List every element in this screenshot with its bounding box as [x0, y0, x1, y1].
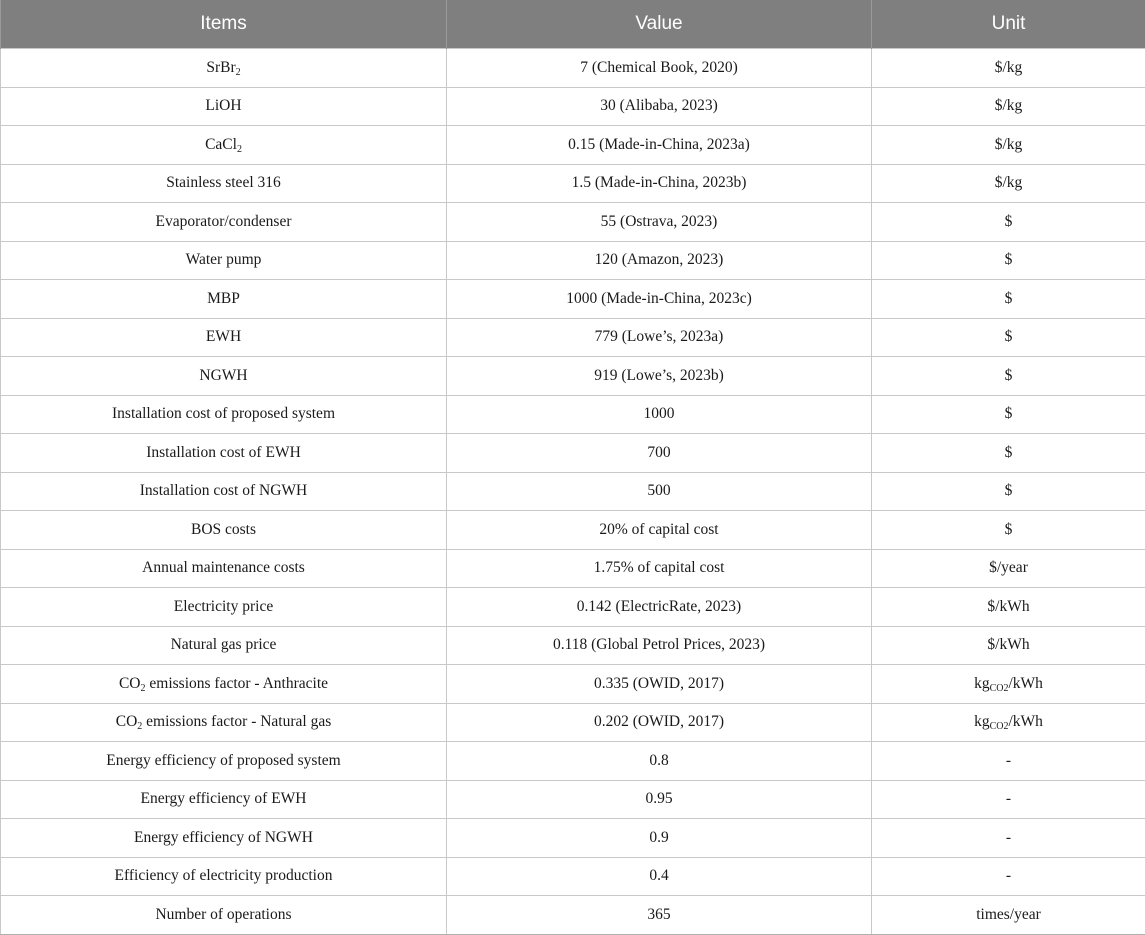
table-row [1, 203, 1145, 242]
cell-item [1, 819, 447, 858]
cell-item [1, 241, 447, 280]
table-row [1, 780, 1145, 819]
header-items: Items [1, 0, 447, 49]
cell-unit [872, 434, 1145, 473]
cell-item [1, 549, 447, 588]
cell-text: Energy efficiency of proposed system [106, 752, 340, 769]
cell-text: $ [1005, 444, 1013, 461]
cell-text: Energy efficiency of NGWH [134, 829, 313, 846]
cell-unit [872, 819, 1145, 858]
cell-unit [872, 742, 1145, 781]
table-row [1, 896, 1145, 935]
cell-text: $ [1005, 482, 1013, 499]
cell-value: 120 (Amazon, 2023) [447, 241, 872, 280]
subscript-text: 2 [141, 683, 146, 694]
cell-text: kg [974, 713, 990, 730]
subscript-text: 2 [236, 67, 241, 78]
table-row [1, 395, 1145, 434]
cell-text: $/kWh [987, 598, 1029, 615]
table-row [1, 742, 1145, 781]
cell-text: CO [116, 713, 138, 730]
cell-text: MBP [207, 290, 240, 307]
subscript-text: CO2 [990, 721, 1009, 732]
cell-item [1, 857, 447, 896]
cell-text: CaCl [205, 136, 237, 153]
cell-unit [872, 280, 1145, 319]
cell-unit [872, 395, 1145, 434]
cell-text: emissions factor - Anthracite [146, 675, 329, 692]
cell-value: 55 (Ostrava, 2023) [447, 203, 872, 242]
cell-text: - [1006, 790, 1011, 807]
cell-text: Efficiency of electricity production [115, 867, 333, 884]
cell-text: Water pump [186, 251, 262, 268]
cell-text: times/year [976, 906, 1041, 923]
cell-unit [872, 241, 1145, 280]
table-row [1, 819, 1145, 858]
table-row [1, 626, 1145, 665]
cell-unit [872, 896, 1145, 935]
cell-value: 500 [447, 472, 872, 511]
cell-item [1, 703, 447, 742]
cell-text: CO [119, 675, 141, 692]
cell-value: 0.142 (ElectricRate, 2023) [447, 588, 872, 627]
cell-text: $ [1005, 328, 1013, 345]
table-body [1, 49, 1145, 935]
cell-item [1, 588, 447, 627]
cell-unit [872, 588, 1145, 627]
cell-item [1, 203, 447, 242]
cell-value: 20% of capital cost [447, 511, 872, 550]
cell-item [1, 626, 447, 665]
cell-text: Installation cost of EWH [146, 444, 301, 461]
cell-unit [872, 780, 1145, 819]
cell-item [1, 896, 447, 935]
cell-text: $ [1005, 213, 1013, 230]
cell-unit [872, 318, 1145, 357]
table-header-row [1, 0, 1145, 49]
cell-text: $/kg [995, 97, 1023, 114]
cell-text: Natural gas price [171, 636, 277, 653]
cell-value: 0.202 (OWID, 2017) [447, 703, 872, 742]
cell-value: 365 [447, 896, 872, 935]
cell-value: 0.335 (OWID, 2017) [447, 665, 872, 704]
cell-text: $/kg [995, 136, 1023, 153]
cell-value: 0.15 (Made-in-China, 2023a) [447, 126, 872, 165]
cell-text: Stainless steel 316 [166, 174, 281, 191]
cell-value: 0.9 [447, 819, 872, 858]
cell-text: Energy efficiency of EWH [141, 790, 307, 807]
cell-value: 779 (Lowe’s, 2023a) [447, 318, 872, 357]
cell-text: LiOH [205, 97, 241, 114]
cell-value: 700 [447, 434, 872, 473]
table-row [1, 857, 1145, 896]
cell-unit [872, 164, 1145, 203]
cell-unit [872, 665, 1145, 704]
cell-item [1, 357, 447, 396]
subscript-text: 2 [237, 144, 242, 155]
cell-item [1, 280, 447, 319]
cell-value: 1000 [447, 395, 872, 434]
table-row [1, 280, 1145, 319]
cell-text: emissions factor - Natural gas [142, 713, 331, 730]
cell-item [1, 395, 447, 434]
cell-item [1, 780, 447, 819]
cell-text: - [1006, 829, 1011, 846]
cell-text: $ [1005, 251, 1013, 268]
cell-value: 7 (Chemical Book, 2020) [447, 49, 872, 88]
cell-text: SrBr [206, 59, 235, 76]
cell-unit [872, 857, 1145, 896]
cell-text: $ [1005, 521, 1013, 538]
cell-text: NGWH [199, 367, 247, 384]
table-row [1, 318, 1145, 357]
cell-text: Installation cost of proposed system [112, 405, 335, 422]
table-row [1, 241, 1145, 280]
cell-text: Annual maintenance costs [142, 559, 305, 576]
cell-text: Number of operations [155, 906, 291, 923]
cell-value: 30 (Alibaba, 2023) [447, 87, 872, 126]
cell-text: Evaporator/condenser [156, 213, 292, 230]
cell-unit [872, 126, 1145, 165]
cell-text: - [1006, 867, 1011, 884]
table-row [1, 87, 1145, 126]
table-row [1, 164, 1145, 203]
subscript-text: 2 [137, 721, 142, 732]
cell-value: 0.4 [447, 857, 872, 896]
cell-item [1, 318, 447, 357]
cell-value: 1000 (Made-in-China, 2023c) [447, 280, 872, 319]
cell-item [1, 472, 447, 511]
cell-value: 1.5 (Made-in-China, 2023b) [447, 164, 872, 203]
table-row [1, 665, 1145, 704]
cell-unit [872, 703, 1145, 742]
cell-item [1, 49, 447, 88]
cell-text: /kWh [1008, 675, 1042, 692]
cell-text: BOS costs [191, 521, 256, 538]
cell-unit [872, 49, 1145, 88]
cell-item [1, 665, 447, 704]
cell-value: 0.8 [447, 742, 872, 781]
cell-text: $/kWh [987, 636, 1029, 653]
table-row [1, 472, 1145, 511]
table-row [1, 434, 1145, 473]
cell-value: 0.95 [447, 780, 872, 819]
cell-item [1, 742, 447, 781]
table-row [1, 357, 1145, 396]
table-row [1, 511, 1145, 550]
cell-item [1, 434, 447, 473]
cell-text: $ [1005, 290, 1013, 307]
header-value: Value [447, 0, 872, 49]
cell-unit [872, 357, 1145, 396]
cell-item [1, 126, 447, 165]
cell-item [1, 511, 447, 550]
cell-text: EWH [206, 328, 241, 345]
table-row [1, 126, 1145, 165]
cell-text: $/kg [995, 174, 1023, 191]
cell-value: 1.75% of capital cost [447, 549, 872, 588]
cell-text: $ [1005, 367, 1013, 384]
table-row [1, 49, 1145, 88]
cell-value: 0.118 (Global Petrol Prices, 2023) [447, 626, 872, 665]
cell-unit [872, 472, 1145, 511]
header-unit: Unit [872, 0, 1145, 49]
cell-unit [872, 511, 1145, 550]
cell-text: $/year [989, 559, 1028, 576]
cell-unit [872, 626, 1145, 665]
table-row [1, 549, 1145, 588]
cell-text: kg [974, 675, 990, 692]
cell-text: $/kg [995, 59, 1023, 76]
cell-text: /kWh [1008, 713, 1042, 730]
cell-text: Installation cost of NGWH [140, 482, 307, 499]
table-row [1, 588, 1145, 627]
cell-text: Electricity price [174, 598, 273, 615]
cell-item [1, 87, 447, 126]
table-row [1, 703, 1145, 742]
cell-value: 919 (Lowe’s, 2023b) [447, 357, 872, 396]
cell-unit [872, 203, 1145, 242]
cell-text: $ [1005, 405, 1013, 422]
cell-unit [872, 549, 1145, 588]
subscript-text: CO2 [990, 683, 1009, 694]
cell-item [1, 164, 447, 203]
cell-text: - [1006, 752, 1011, 769]
cell-unit [872, 87, 1145, 126]
